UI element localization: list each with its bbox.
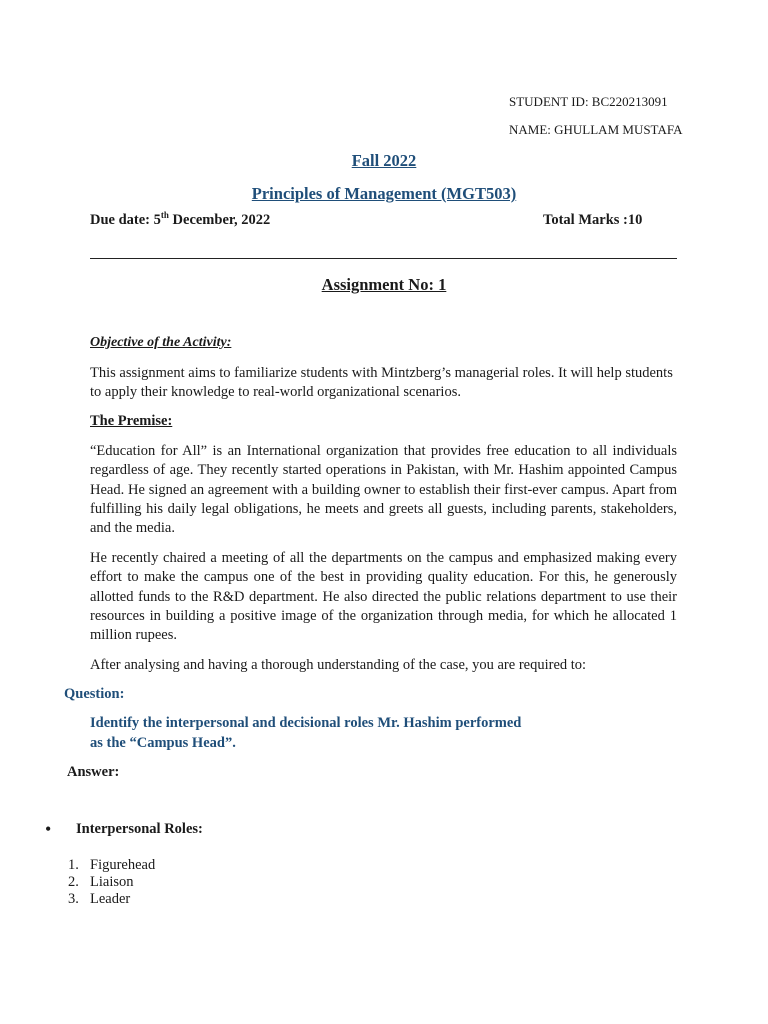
due-date-suffix: December, 2022 (168, 212, 271, 228)
due-date-prefix: Due date: 5 (90, 212, 161, 228)
premise-paragraph-3: After analysing and having a thorough understanding of the case, you are required to: (90, 657, 587, 673)
horizontal-divider (90, 258, 677, 259)
list-item (68, 891, 130, 908)
objective-text: This assignment aims to familiarize students with Mintzberg’s managerial roles. It will help students to apply their knowledge to real-world organizational scenarios. (90, 365, 673, 401)
premise-paragraph-1: “Education for All” is an International organization that provides free education to all individuals regardless of age. They recently started operations in Pakistan, with Mr. Hashim appointed Campus Head. He signed an agreement with a building owner to establish their first-ever campus. Apart from fulfilling his daily legal obligations, he meets and greets all guests, including parents, stakeholders, and the media. (90, 443, 677, 537)
list-item (68, 874, 134, 891)
list-item-number: 3. (68, 891, 79, 907)
list-item-text: Liaison (90, 874, 134, 890)
list-item-text: Leader (90, 891, 131, 907)
question-line-2: as the “Campus Head”. (90, 735, 236, 751)
premise-heading: The Premise: (90, 413, 173, 429)
course-title: Principles of Management (MGT503) (251, 184, 517, 203)
student-name: NAME: GHULLAM MUSTAFA (509, 122, 683, 137)
student-id: STUDENT ID: BC220213091 (509, 94, 668, 109)
list-item-text: Figurehead (90, 857, 156, 873)
due-date-sup: th (160, 210, 169, 221)
list-item (68, 857, 155, 874)
list-item-number: 1. (68, 857, 79, 873)
list-item-number: 2. (68, 874, 79, 890)
objective-heading: Objective of the Activity: (90, 335, 232, 350)
total-marks: Total Marks :10 (543, 212, 643, 228)
premise-paragraph-2: He recently chaired a meeting of all the departments on the campus and emphasized making every effort to make the campus one of the best in providing quality education. For this, he generously allotted funds to the R&D department. He also directed the public relations department to use their resources in building a positive image of the organization through media, for which he allocated 1 million rupees. (90, 550, 677, 644)
question-label: Question: (64, 686, 125, 702)
assignment-title: Assignment No: 1 (321, 275, 447, 294)
term-title: Fall 2022 (351, 151, 417, 170)
bullet-icon: • (45, 819, 52, 839)
interpersonal-roles-heading: Interpersonal Roles: (76, 821, 203, 837)
answer-label: Answer: (67, 764, 120, 780)
due-date (90, 212, 270, 229)
question-line-1: Identify the interpersonal and decisional roles Mr. Hashim performed (90, 715, 522, 731)
